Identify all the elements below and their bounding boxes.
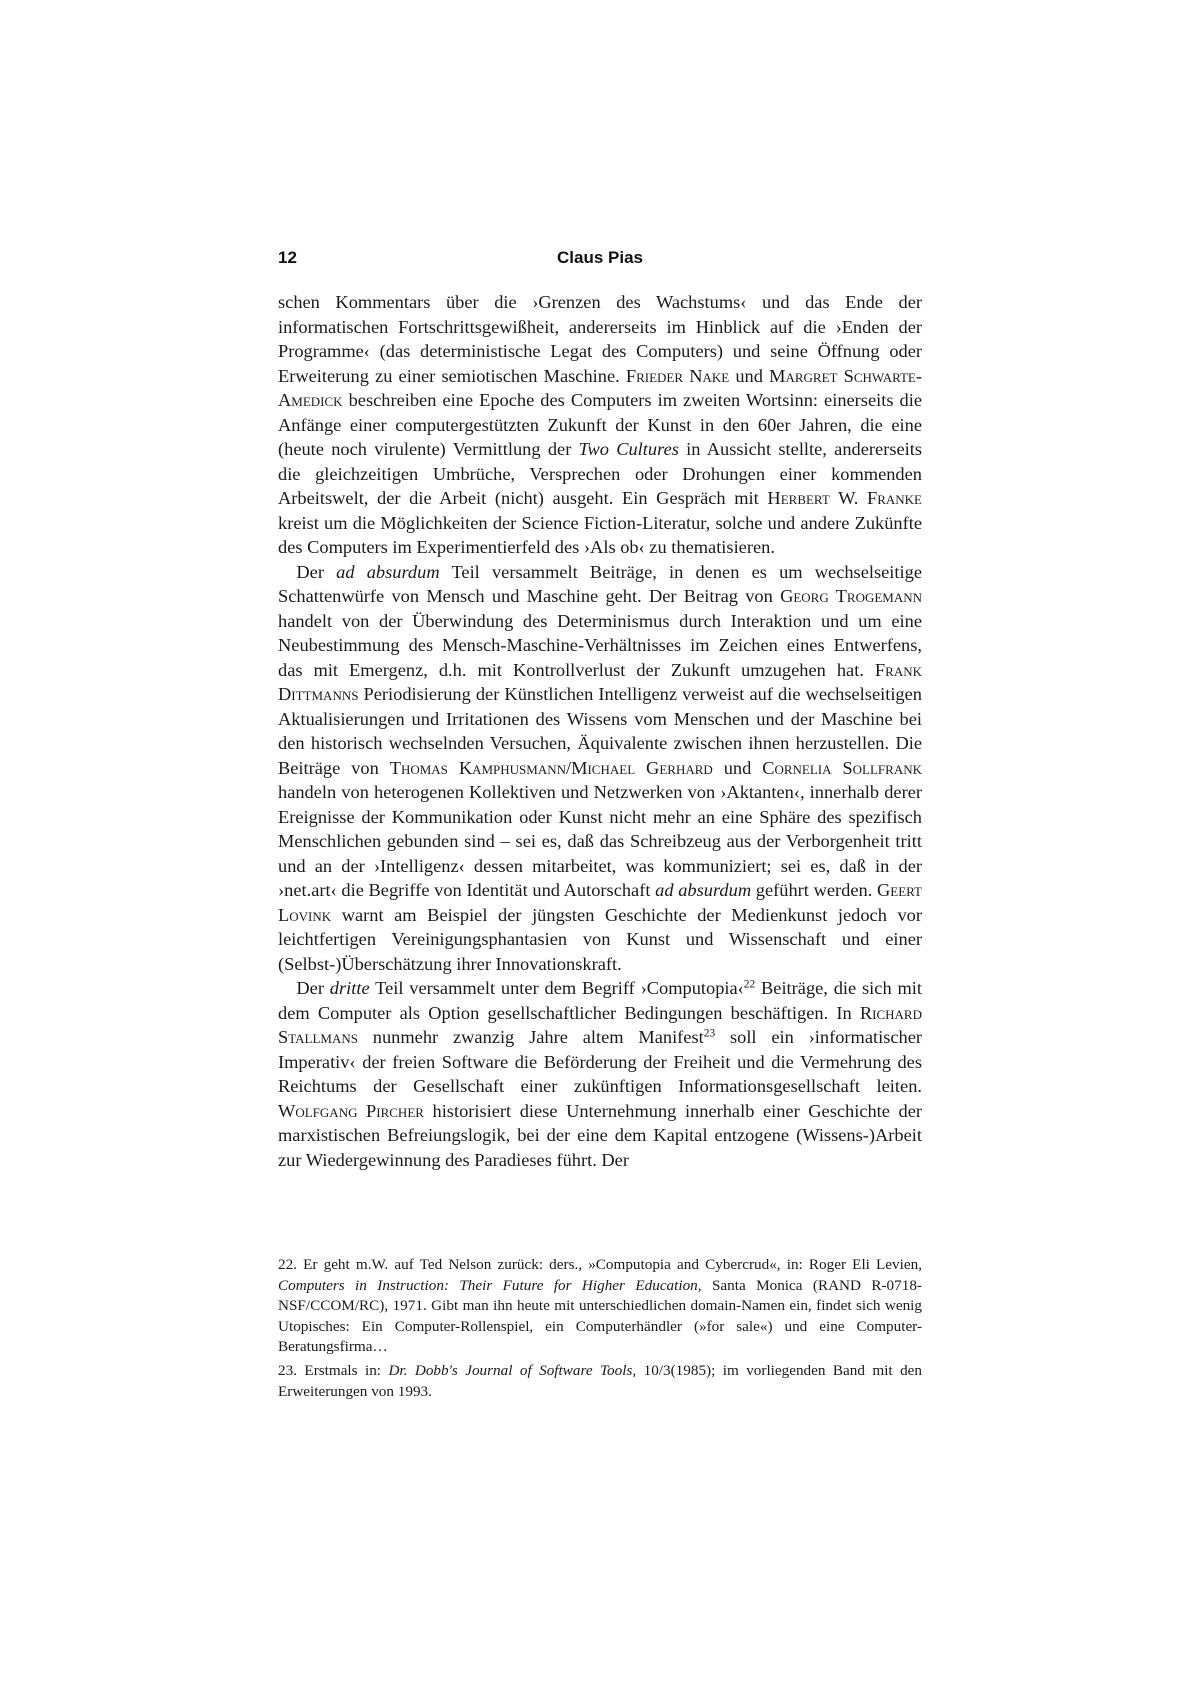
paragraph-3: Der dritte Teil versammelt unter dem Begriff ›Computopia‹$^{22}$ Beiträge, die sich mit dem Computer als Option gesellschaftlicher Bedingungen beschäftigen. In Richard Stallmans nunmehr zwanzig Jahre altem Manifest$^{23}$ soll ein ›informatischer Imperativ‹ der freien Software die Beförderung der Freiheit und die Vermehrung des Reichtums der Gesellschaft einer zukünftigen Informationsgesellschaft leiten. Wolfgang Pircher historisiert diese Unternehmung innerhalb einer Geschichte der marxistischen Befreiungslogik, bei der eine dem Kapital entzogene (Wissens-)Arbeit zur Wiedergewinnung des Paradieses führt. Der (278, 978, 923, 1170)
italic-term: ad absurdum (336, 561, 440, 582)
italic-title: Computers in Instruction: Their Future for Higher Education (278, 1276, 698, 1294)
body-text (278, 290, 922, 1172)
running-head (278, 248, 922, 274)
author-name: Margret Schwarte-Amedick (278, 365, 922, 410)
footnote-ref-22[interactable]: 22 (743, 978, 756, 991)
author-name: Georg Trogemann (780, 586, 923, 606)
author-name: Wolfgang Pircher (278, 1100, 424, 1121)
author-name: Herbert W. Franke (767, 488, 922, 508)
italic-term: Two Cultures (578, 439, 679, 459)
footnotes (278, 1255, 922, 1405)
footnote-22: 22. Er geht m.W. auf Ted Nelson zurück: ders., »Computopia and Cybercrud«, in: Roger Eli Levien, Computers in Instruction: Their Future for Higher Education, Santa Monica (RAND R-0718-NSF/CCOM/RC), 1971. Gibt man ihn heute mit unterschiedlichen domain-Namen ein, findet sich wenig Utopisches: Ein Computer-Rollenspiel, ein Computerhändler (»for sale«) und eine Computer-Beratungsfirma… (278, 1256, 922, 1356)
running-head-author: Claus Pias (557, 248, 643, 267)
author-name: Geert Lovink (278, 880, 922, 925)
paragraph-2: Der ad absurdum Teil versammelt Beiträge, in denen es um wechselseitige Schattenwürfe von Mensch und Maschine geht. Der Beitrag von Georg Trogemann handelt von der Überwindung des Determinismus durch Interaktion und um eine Neubestimmung des Mensch-Maschine-Verhältnisses im Zeichen eines Entwerfens, das mit Emergenz, d.h. mit Kontrollverlust der Zukunft umzugehen hat. Frank Dittmanns Periodisierung der Künstlichen Intelligenz verweist auf die wechselseitigen Aktualisierungen und Irritationen des Wissens vom Menschen und der Maschine bei den historisch wechselnden Versuchen, Äquivalente zwischen ihnen herzustellen. Die Beiträge von Thomas Kamphusmann/Michael Gerhard und Cornelia Sollfrank handeln von heterogenen Kollektiven und Netzwerken von ›Aktanten‹, innerhalb derer Ereignisse der Kommunikation oder Kunst nicht mehr an eine Sphäre des spezifisch Menschlichen gebunden sind – sei es, daß das Schreibzeug aus der Verborgenheit tritt und an der ›Intelligenz‹ dessen mitarbeitet, was kommuniziert; sei es, daß in der ›net.art‹ die Begriffe von Identität und Autorschaft ad absurdum geführt werden. Geert Lovink warnt am Beispiel der jüngsten Geschichte der Medienkunst jedoch vor leichtfertigen Vereinigungsphantasien von Kunst und Wissenschaft und einer (Selbst-)Überschätzung ihrer Innovationskraft. (278, 561, 923, 974)
page-number: 12 (278, 248, 297, 267)
author-name: Frank Dittmanns (278, 659, 922, 704)
paragraph-1: schen Kommentars über die ›Grenzen des Wachstums‹ und das Ende der informatischen Fortschrittsgewißheit, andererseits im Hinblick auf die ›Enden der Programme‹ (das deterministische Legat des Computers) und seine Öffnung oder Erweiterung zu einer semiotischen Maschine. Frieder Nake und Margret Schwarte-Amedick beschreiben eine Epoche des Computers im zweiten Wortsinn: einerseits die Anfänge einer computergestützten Zukunft der Kunst in den 60er Jahren, die eine (heute noch virulente) Vermittlung der Two Cultures in Aussicht stellte, andererseits die gleichzeitigen Umbrüche, Versprechen oder Drohungen einer kommenden Arbeitswelt, der die Arbeit (nicht) ausgeht. Ein Gespräch mit Herbert W. Franke kreist um die Möglichkeiten der Science Fiction-Literatur, solche und andere Zukünfte des Computers im Experimentierfeld des ›Als ob‹ zu thematisieren. (278, 292, 923, 557)
italic-title: Dr. Dobb's Journal of Software Tools (388, 1361, 633, 1379)
author-name: Frieder Nake (625, 365, 730, 386)
italic-term: dritte (329, 978, 370, 998)
author-name: Richard Stallmans (278, 1002, 922, 1047)
author-name: Thomas Kamphusmann/Michael Gerhard (389, 757, 713, 778)
italic-term: ad absurdum (655, 880, 752, 900)
footnote-23: 23. Erstmals in: Dr. Dobb's Journal of Software Tools, 10/3(1985); im vorliegenden Band mit den Erweiterungen von 1993. (278, 1361, 923, 1400)
author-name: Cornelia Sollfrank (762, 757, 922, 778)
footnote-ref-23[interactable]: 23 (703, 1027, 716, 1040)
